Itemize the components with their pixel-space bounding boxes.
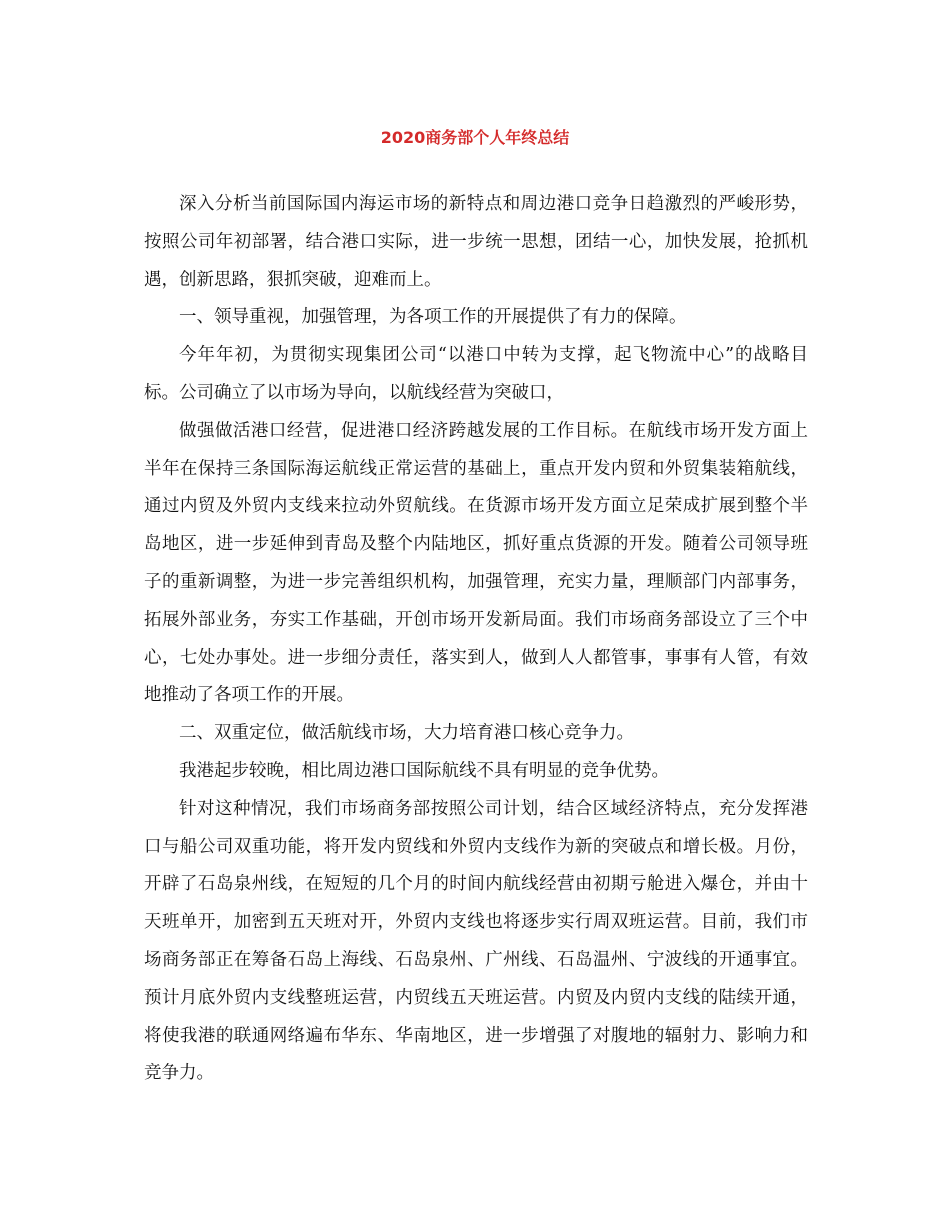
paragraph-situation: 我港起步较晚，相比周边港口国际航线不具有明显的竞争优势。 (179, 760, 669, 781)
paragraph-heading-2: 二、双重定位，做活航线市场，大力培育港口核心竞争力。 (179, 723, 634, 744)
paragraph-routes: 针对这种情况，我们市场商务部按照公司计划，结合区域经济特点，充分发挥港口与船公司双重功能，将开发内贸线和外贸内支线作为新的突破点和增长极。月份，开辟了石岛泉州线，在短短的几个月的时间内航线经营由初期亏舱进入爆仓，并由十天班单开，加密到五天班对开，外贸内支线也将逐步实行周双班运营。目前，我们市场商务部正在筹备石岛上海线、石岛泉州、广州线、石岛温州、宁波线的开通事宜。预计月底外贸内支线整班运营，内贸线五天班运营。内贸及内贸内支线的陆续开通，将使我港的联通网络遍布华东、华南地区，进一步增强了对腹地的辐射力、影响力和竞争力。 (144, 798, 808, 1084)
paragraph-goal: 今年年初，为贯彻实现集团公司“以港口中转为支撑，起飞物流中心”的战略目标。公司确立了以市场为导向，以航线经营为突破口， (144, 345, 808, 403)
paragraph-heading-1: 一、领导重视，加强管理，为各项工作的开展提供了有力的保障。 (179, 307, 687, 328)
document-title: 2020商务部个人年终总结 (380, 128, 570, 147)
paragraph-market-development: 做强做活港口经营，促进港口经济跨越发展的工作目标。在航线市场开发方面上半年在保持三条国际海运航线正常运营的基础上，重点开发内贸和外贸集装箱航线，通过内贸及外贸内支线来拉动外贸航线。在货源市场开发方面立足荣成扩展到整个半岛地区，进一步延伸到青岛及整个内陆地区，抓好重点货源的开发。随着公司领导班子的重新调整，为进一步完善组织机构，加强管理，充实力量，理顺部门内部事务，拓展外部业务，夯实工作基础，开创市场开发新局面。我们市场商务部设立了三个中心，七处办事处。进一步细分责任，落实到人，做到人人都管事，事事有人管，有效地推动了各项工作的开展。 (144, 420, 808, 706)
paragraph-intro: 深入分析当前国际国内海运市场的新特点和周边港口竞争日趋激烈的严峻形势，按照公司年初部署，结合港口实际，进一步统一思想，团结一心，加快发展，抢抓机遇，创新思路，狠抓突破，迎难而上。 (144, 194, 808, 290)
document-body (144, 186, 808, 1093)
